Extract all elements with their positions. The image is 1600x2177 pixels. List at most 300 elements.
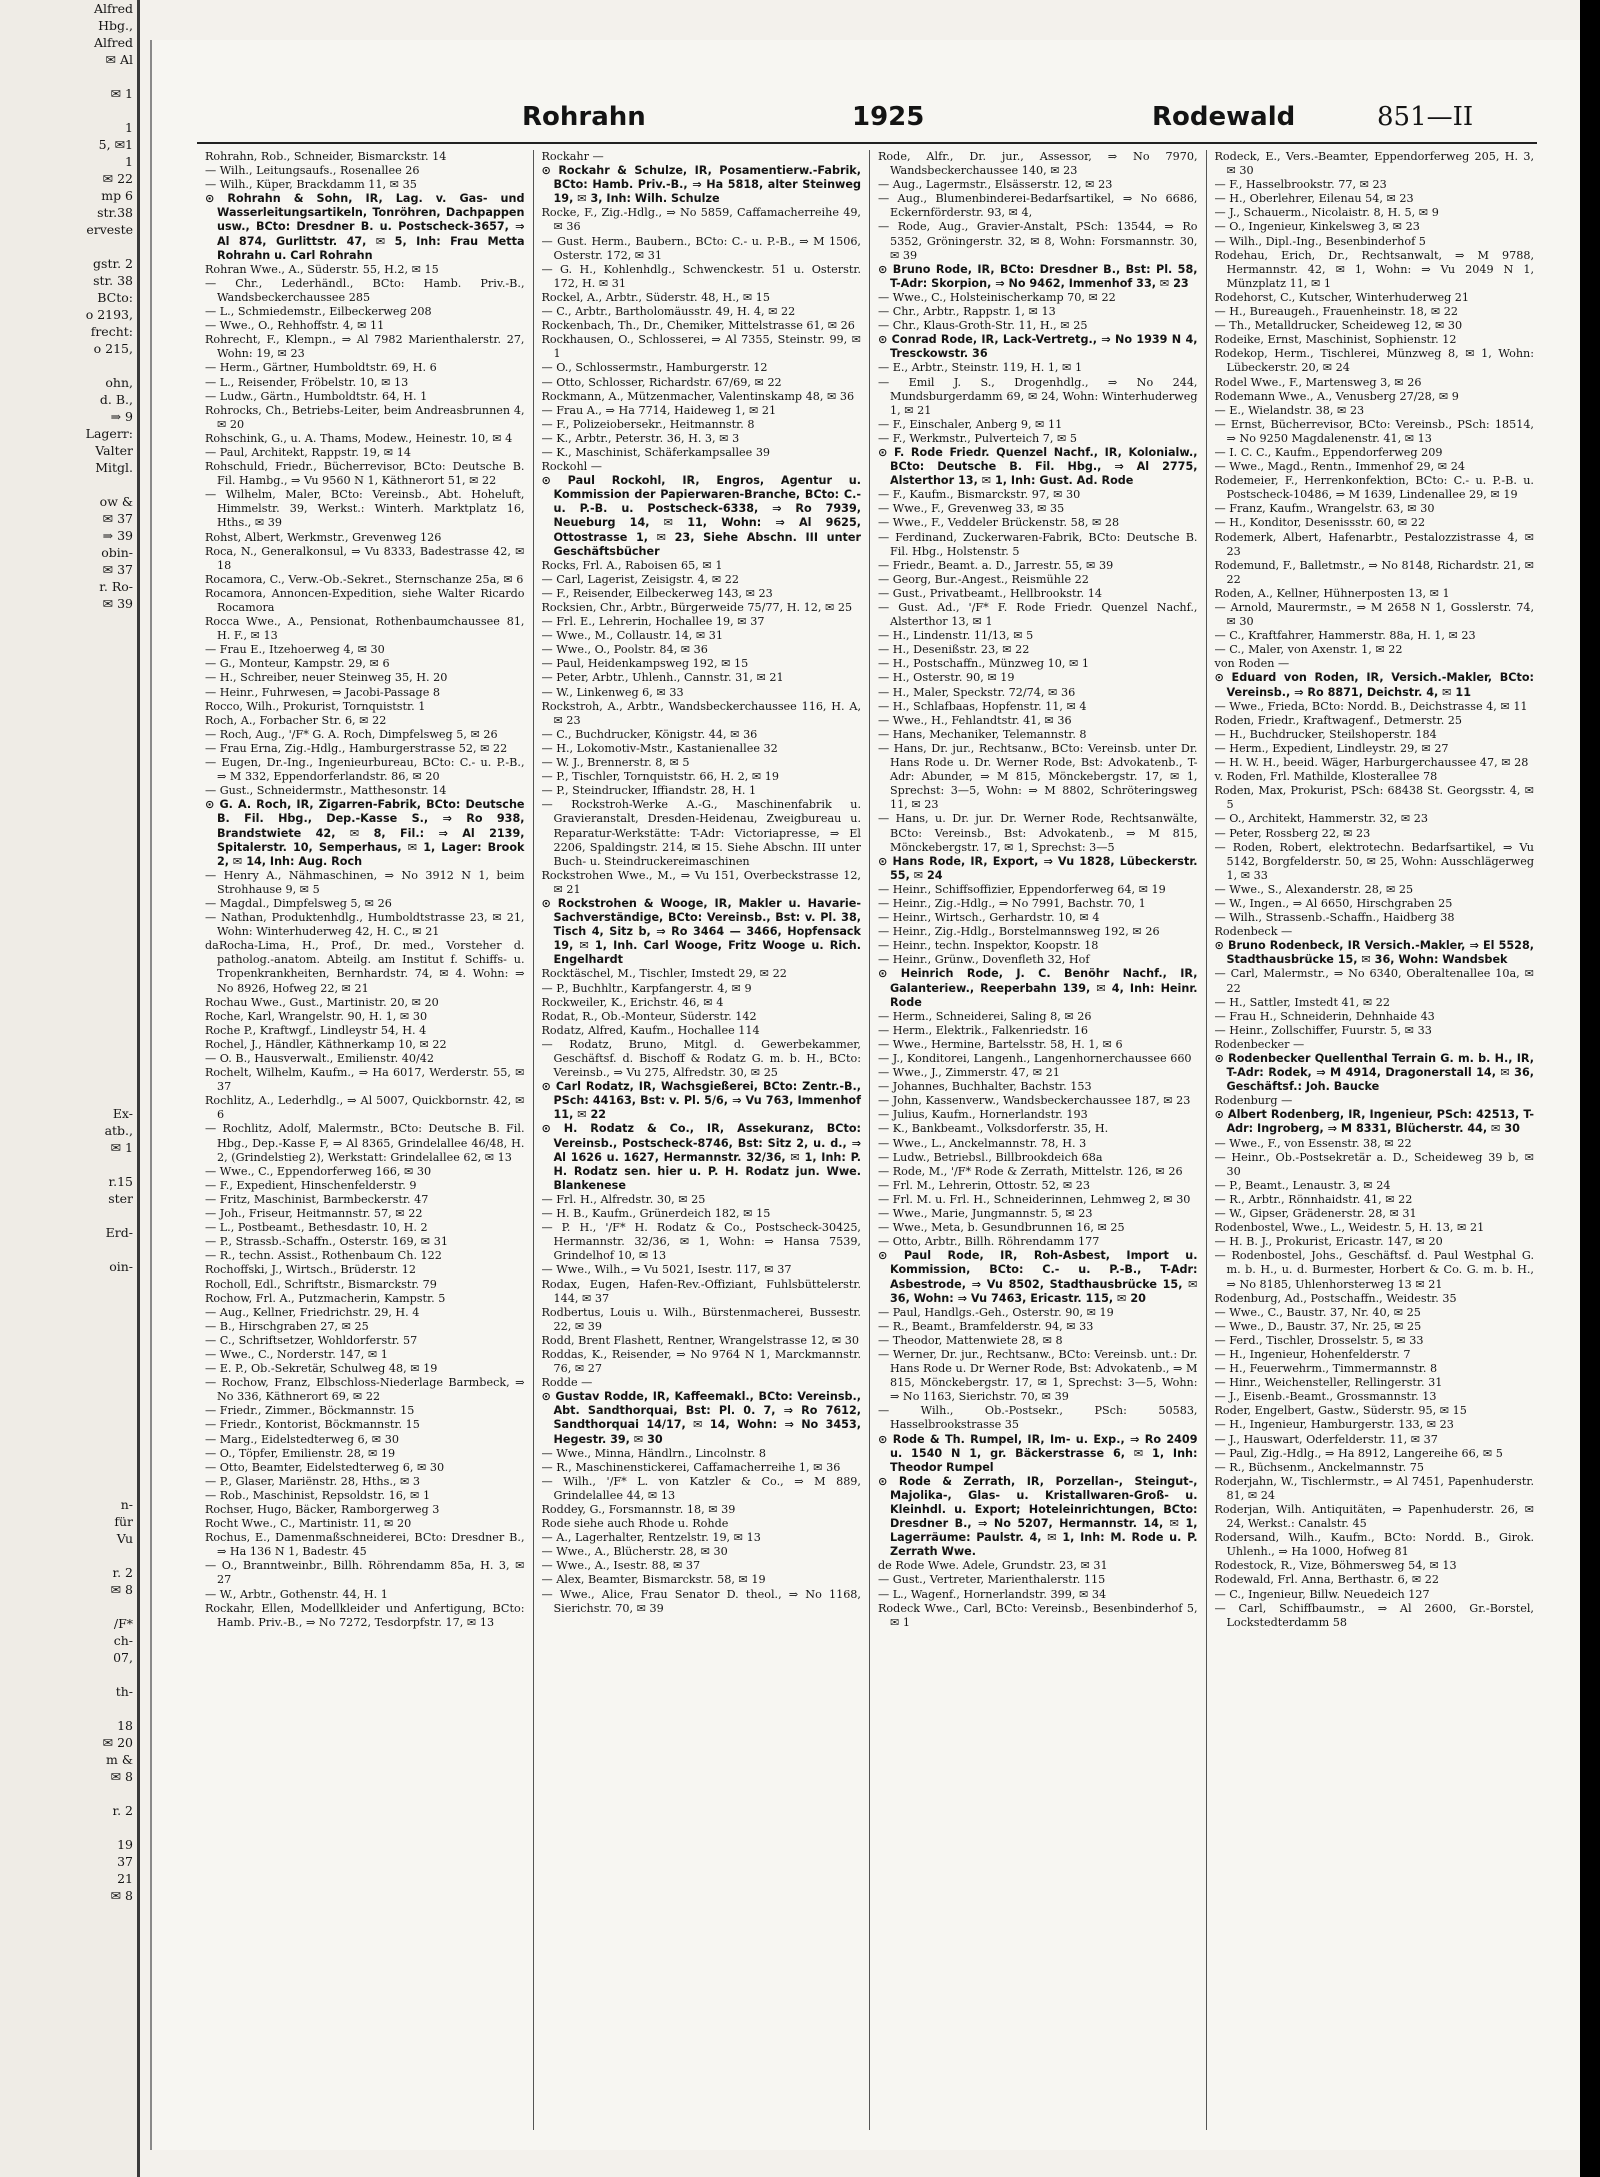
directory-entry: — H., Konditor, Desenissstr. 60, ✉ 22 [1214,516,1426,530]
directory-entry: Rockahr, Ellen, Modellkleider und Anfertigung, BCto: Hamb. Priv.-B., ⇒ No 7272, Tesdorpfstr. 17, ✉ 13 [205,1601,525,1629]
gutter-line [0,1241,137,1258]
directory-entry: — Carl, Malermstr., ⇒ No 6340, Oberaltenallee 10a, ✉ 22 [1214,967,1534,995]
directory-entry: — Magdal., Dimpfelsweg 5, ✉ 26 [205,896,392,910]
directory-entry: ⊙ Rode & Th. Rumpel, IR, Im- u. Exp., ⇒ Ro 2409 u. 1540 N 1, gr. Bäckerstrasse 6, ✉ 1, Inh: Theodor Rumpel [878,1432,1198,1474]
directory-entry: Rodatz, Alfred, Kaufm., Hochallee 114 [541,1023,760,1037]
directory-entry: Rohrahn, Rob., Schneider, Bismarckstr. 14 [205,150,447,163]
directory-entry: — Carl, Lagerist, Zeisigstr. 4, ✉ 22 [541,572,739,586]
directory-entry: — Emil J. S., Drogenhdlg., ⇒ No 244, Mundsburgerdamm 69, ✉ 24, Wohn: Winterhuderweg 1, ✉ 21 [878,375,1198,417]
gutter-line: ✉ 8 [110,1888,133,1903]
gutter-line [0,782,137,799]
directory-entry: — Aug., Blumenbinderei-Bedarfsartikel, ⇒ No 6686, Eckernförderstr. 93, ✉ 4, [878,192,1198,220]
directory-entry: Rodekop, Herm., Tischlerei, Münzweg 8, ✉ 1, Wohn: Lübeckerstr. 20, ✉ 24 [1214,347,1534,375]
directory-entry: Rockohl — [541,460,602,474]
directory-entry: ⊙ Rodenbecker Quellenthal Terrain G. m. b. H., IR, T-Adr: Rodek, ⇒ M 4914, Dragonerstall 14, ✉ 36, Geschäftsf.: Joh. Baucke [1214,1052,1534,1094]
directory-entry: Rohrecht, F., Klempn., ⇒ Al 7982 Marienthalerstr. 27, Wohn: 19, ✉ 23 [205,333,525,361]
directory-entry: Roderjan, Wilh. Antiquitäten, ⇒ Papenhuderstr. 26, ✉ 24, Werkst.: Canalstr. 45 [1214,1503,1534,1531]
gutter-line: 07, [113,1650,133,1665]
directory-entry: — Heinr., Zig.-Hdlg., Borstelmannsweg 192, ✉ 26 [878,925,1160,939]
directory-entry: — Wwe., A., Blücherstr. 28, ✉ 30 [541,1545,728,1559]
directory-entry: — W., Gipser, Grädenerstr. 28, ✉ 31 [1214,1207,1417,1221]
gutter-line [0,986,137,1003]
directory-entry: Rochus, E., Damenmaßschneiderei, BCto: Dresdner B., ⇒ Ha 136 N 1, Badestr. 45 [205,1531,525,1559]
column-3 [869,150,1206,2130]
directory-entry: — J., Eisenb.-Beamt., Grossmannstr. 13 [1214,1390,1437,1404]
directory-entry: — Wwe., Hermine, Bartelsstr. 58, H. 1, ✉ 6 [878,1037,1123,1051]
directory-entry: — Ludw., Gärtn., Humboldtstr. 64, H. 1 [205,389,428,403]
directory-entry: — Rodatz, Bruno, Mitgl. d. Gewerbekammer, Geschäftsf. d. Bischoff & Rodatz G. m. b. H., BCto: Vereinsb., ⇒ Vu 275, Alfredstr. 30, ✉ 25 [541,1037,861,1080]
gutter-line [0,1700,137,1717]
header-first-name: Rohrahn [522,102,646,132]
gutter-line: r. 2 [112,1565,133,1580]
directory-entry: ⊙ Rockstrohen & Wooge, IR, Makler u. Havarie-Sachverständige, BCto: Vereinsb., Bst: v. Pl. 38, Tisch 4, Sitz b, ⇒ Ro 3464 — 3466, Hopfensack 19, ✉ 1, Inh. Carl Wooge, Fritz Wooge u. Rich. Engelhardt [541,896,861,967]
directory-entry: ⊙ Bruno Rode, IR, BCto: Dresdner B., Bst: Pl. 58, T-Adr: Skorpion, ⇒ No 9462, Immenhof 33, ✉ 23 [878,262,1198,290]
directory-entry: Roder, Engelbert, Gastw., Süderstr. 95, ✉ 15 [1214,1404,1467,1418]
gutter-line [0,663,137,680]
directory-entry: — Wilh., Küper, Brackdamm 11, ✉ 35 [205,178,417,192]
directory-entry: — R., Arbtr., Rönnhaidstr. 41, ✉ 22 [1214,1192,1413,1206]
directory-entry: — A., Lagerhalter, Rentzelstr. 19, ✉ 13 [541,1531,761,1545]
directory-entry: Rodenburg — [1214,1094,1293,1108]
directory-entry: — Gust., Schneidermstr., Matthesonstr. 14 [205,784,447,798]
directory-entry: Rocamora, C., Verw.-Ob.-Sekret., Sternschanze 25a, ✉ 6 [205,572,524,586]
directory-entry: — R., Büchsenm., Anckelmannstr. 75 [1214,1460,1424,1474]
directory-entry: Rocksien, Chr., Arbtr., Bürgerweide 75/77, H. 12, ✉ 25 [541,601,853,614]
directory-entry: — B., Hirschgraben 27, ✉ 25 [205,1319,369,1333]
directory-entry: Rockel, A., Arbtr., Süderstr. 48, H., ✉ 15 [541,290,771,304]
directory-entry: — Rode, M., '/F* Rode & Zerrath, Mittelstr. 126, ✉ 26 [878,1164,1183,1178]
gutter-line [0,629,137,646]
directory-entry: — Wwe., Alice, Frau Senator D. theol., ⇒ No 1168, Sierichstr. 70, ✉ 39 [541,1587,861,1615]
directory-entry: — Otto, Schlosser, Richardstr. 67/69, ✉ 22 [541,375,782,389]
directory-entry: — Ferdinand, Zuckerwaren-Fabrik, BCto: Deutsche B. Fil. Hbg., Holstenstr. 5 [878,530,1198,558]
directory-entry: — Frau H., Schneiderin, Dehnhaide 43 [1214,1009,1435,1023]
directory-entry: — Johannes, Buchhalter, Bachstr. 153 [878,1080,1092,1094]
gutter-line [0,1598,137,1615]
gutter-line: r.15 [108,1174,133,1189]
directory-entry: Rodemund, F., Balletmstr., ⇒ No 8148, Richardstr. 21, ✉ 22 [1214,558,1534,586]
directory-entry: Rocks, Frl. A., Raboisen 65, ✉ 1 [541,558,723,572]
directory-entry: — H., Feuerwehrm., Timmermannstr. 8 [1214,1362,1438,1376]
directory-entry: v. Roden, Frl. Mathilde, Klosterallee 78 [1214,770,1438,784]
directory-entry: — Heinr., Ob.-Postsekretär a. D., Scheideweg 39 b, ✉ 30 [1214,1150,1534,1178]
directory-entry: — Rockstroh-Werke A.-G., Maschinenfabrik u. Gravieranstalt, Dresden-Heidenau, Zweigbureau u. Reparatur-Werkstätte: T-Adr: Victoriapresse, ⇒ El 2206, Spaldingstr. 214, ✉ 15. Siehe Abschn. III unter Buch- u. Steindruckereimaschinen [541,798,861,868]
directory-entry: Rodenburg, Ad., Postschaffn., Weidestr. 35 [1214,1291,1457,1305]
directory-entry: — E. P., Ob.-Sekretär, Schulweg 48, ✉ 19 [205,1362,438,1376]
directory-entry: ⊙ Rockahr & Schulze, IR, Posamentierw.-Fabrik, BCto: Hamb. Priv.-B., ⇒ Ha 5818, alter Steinweg 19, ✉ 3, Inh: Wilh. Schulze [541,164,861,206]
directory-entry: — C., Ingenieur, Billw. Neuedeich 127 [1214,1587,1430,1601]
directory-entry: Rodeck Wwe., Carl, BCto: Vereinsb., Besenbinderhof 5, ✉ 1 [878,1601,1198,1629]
directory-entry: Roddey, G., Forsmannstr. 18, ✉ 39 [541,1503,736,1516]
directory-entry: — Herm., Expedient, Lindleystr. 29, ✉ 27 [1214,741,1449,755]
directory-entry: — Wwe., O., Rehhoffstr. 4, ✉ 11 [205,319,385,333]
directory-entry: — O., Töpfer, Emilienstr. 28, ✉ 19 [205,1446,396,1460]
directory-entry: — R., techn. Assist., Rothenbaum Ch. 122 [205,1249,442,1263]
gutter-line: 21 [117,1871,133,1886]
directory-entry: ⊙ Bruno Rodenbeck, IR Versich.-Makler, ⇒ El 5528, Stadthausbrücke 15, ✉ 36, Wohn: Wandsbek [1214,939,1534,967]
directory-entry: — H., Lokomotiv-Mstr., Kastanienallee 32 [541,741,778,755]
gutter-line [0,952,137,969]
directory-entry: Rodeck, E., Vers.-Beamter, Eppendorferweg 205, H. 3, ✉ 30 [1214,150,1534,178]
gutter-line: ✉ 39 [102,596,133,611]
directory-entry: — F., Hasselbrookstr. 77, ✉ 23 [1214,178,1387,192]
gutter-line [0,935,137,952]
gutter-line [0,833,137,850]
directory-entry: — Paul, Zig.-Hdlg., ⇒ Ha 8912, Langereihe 66, ✉ 5 [1214,1446,1503,1460]
gutter-line: ✉ Al [105,52,133,67]
gutter-line: 5, ✉1 [98,137,133,152]
directory-entry: — H., Lindenstr. 11/13, ✉ 5 [878,629,1034,643]
directory-entry: — Chr., Lederhändl., BCto: Hamb. Priv.-B., Wandsbeckerchaussee 285 [205,276,525,304]
directory-entry: — Heinr., Wirtsch., Gerhardstr. 10, ✉ 4 [878,911,1100,925]
gutter-line: ✉ 37 [102,511,133,526]
gutter-line: ohn, [105,375,133,390]
column-4 [1206,150,1543,2130]
directory-entry: Roden, A., Kellner, Hühnerposten 13, ✉ 1 [1214,586,1450,600]
directory-entry: — R., Maschinenstickerei, Caffamacherreihe 1, ✉ 36 [541,1460,841,1474]
directory-entry: Rodenbecker — [1214,1037,1305,1051]
gutter-line [0,1054,137,1071]
gutter-line [0,238,137,255]
directory-entry: Rodemerk, Albert, Hafenarbtr., Pestalozzistrasse 4, ✉ 23 [1214,530,1534,558]
gutter-line: Alfred [93,1,133,16]
directory-entry: Rodehau, Erich, Dr., Rechtsanwalt, ⇒ M 9788, Hermannstr. 42, ✉ 1, Wohn: ⇒ Vu 2049 N 1, Münzplatz 11, ✉ 1 [1214,248,1534,290]
directory-entry: — Wilh., '/F* L. von Katzler & Co., ⇒ M 889, Grindelallee 44, ✉ 13 [541,1474,861,1502]
directory-entry: — Wwe., O., Poolstr. 84, ✉ 36 [541,643,708,657]
directory-entry: — Wwe., C., Eppendorferweg 166, ✉ 30 [205,1164,432,1178]
directory-entry: ⊙ G. A. Roch, IR, Zigarren-Fabrik, BCto: Deutsche B. Fil. Hbg., Dep.-Kasse S., ⇒ Ro 938, Brandstwiete 42, ✉ 8, Fil.: ⇒ Al 2139, Spitalerstr. 10, Semperhaus, ✉ 1, Lager: Brook 2, ✉ 14, Inh: Aug. Roch [205,798,525,868]
directory-entry: — P., Tischler, Tornquiststr. 66, H. 2, ✉ 19 [541,770,779,784]
directory-entry: Rochlitz, A., Lederhdlg., ⇒ Al 5007, Quickbornstr. 42, ✉ 6 [205,1094,525,1122]
entry-columns [197,150,1542,2130]
directory-entry: — F., Expedient, Hinschenfelderstr. 9 [205,1178,417,1192]
gutter-line [0,1904,137,1921]
directory-entry: — Wilh., Dipl.-Ing., Besenbinderhof 5 [1214,234,1426,248]
gutter-line: o 2193, [85,307,133,322]
directory-entry: Rocamora, Annoncen-Expedition, siehe Walter Ricardo Rocamora [205,586,525,614]
directory-entry: — Hans, Mechaniker, Telemannstr. 8 [878,727,1087,741]
directory-entry: — Heinr., Fuhrwesen, ⇒ Jacobi-Passage 8 [205,685,440,699]
directory-entry: — H., Maler, Speckstr. 72/74, ✉ 36 [878,685,1076,699]
directory-entry: Rochau Wwe., Gust., Martinistr. 20, ✉ 20 [205,995,439,1009]
directory-entry: — Wwe., J., Zimmerstr. 47, ✉ 21 [878,1066,1060,1080]
directory-entry: — Wwe., Minna, Händlrn., Lincolnstr. 8 [541,1446,767,1460]
directory-entry: Rodestock, R., Vize, Böhmersweg 54, ✉ 13 [1214,1559,1457,1573]
gutter-line: ✉ 20 [102,1735,133,1750]
gutter-line [0,1088,137,1105]
gutter-line [0,68,137,85]
gutter-line [0,1309,137,1326]
directory-entry: — Wwe., D., Baustr. 37, Nr. 25, ✉ 25 [1214,1319,1422,1333]
directory-entry: Rohschink, G., u. A. Thams, Modew., Heinestr. 10, ✉ 4 [205,431,513,445]
directory-entry: — Wwe., C., Norderstr. 147, ✉ 1 [205,1347,388,1361]
directory-entry: — Wwe., Wilh., ⇒ Vu 5021, Isestr. 117, ✉ 37 [541,1263,792,1277]
directory-entry: — Wilh., Leitungsaufs., Rosenallee 26 [205,164,420,178]
directory-entry: — Julius, Kaufm., Hornerlandstr. 193 [878,1108,1088,1122]
directory-entry: — Herm., Schneiderei, Saling 8, ✉ 26 [878,1009,1092,1023]
directory-entry: — Heinr., Zollschiffer, Fuurstr. 5, ✉ 33 [1214,1023,1432,1037]
gutter-line [0,918,137,935]
directory-entry: Rodewald, Frl. Anna, Berthastr. 6, ✉ 22 [1214,1573,1440,1587]
gutter-line [0,867,137,884]
gutter-line: o 215, [93,341,133,356]
gutter-line: Vu [116,1531,133,1546]
directory-entry: — K., Maschinist, Schäferkampsallee 39 [541,445,771,459]
directory-entry: — Frau E., Itzehoerweg 4, ✉ 30 [205,643,385,657]
directory-entry: ⊙ Rode & Zerrath, IR, Porzellan-, Steingut-, Majolika-, Glas- u. Kristallwaren-Groß- u. Kleinhdl. u. Export; Hoteleinrichtungen, BCto: Dresdner B., ⇒ No 5207, Hermannstr. 14, ✉ 1, Lagerräume: Paulstr. 4, ✉ 1, Inh: M. Rode u. P. Zerrath Wwe. [878,1474,1198,1559]
directory-entry: Roddas, K., Reisender, ⇒ No 9764 N 1, Marckmannstr. 76, ✉ 27 [541,1347,861,1376]
directory-entry: — P., Beamt., Lenaustr. 3, ✉ 24 [1214,1178,1391,1192]
directory-entry: Roden, Max, Prokurist, PSch: 68438 St. Georgsstr. 4, ✉ 5 [1214,784,1534,812]
directory-entry: Rohrocks, Ch., Betriebs-Leiter, beim Andreasbrunnen 4, ✉ 20 [205,403,525,431]
directory-entry: — C., Buchdrucker, Königstr. 44, ✉ 36 [541,727,758,741]
directory-entry: — Fritz, Maschinist, Barmbeckerstr. 47 [205,1192,429,1206]
directory-entry: — Wwe., A., Isestr. 88, ✉ 37 [541,1559,701,1573]
directory-entry: Rodd, Brent Flashett, Rentner, Wrangelstrasse 12, ✉ 30 [541,1333,860,1347]
gutter-line: obin- [101,545,133,560]
directory-entry: ⊙ Hans Rode, IR, Export, ⇒ Vu 1828, Lübeckerstr. 55, ✉ 24 [878,854,1198,882]
directory-entry: — C., Kraftfahrer, Hammerstr. 88a, H. 1, ✉ 23 [1214,629,1476,643]
gutter-line: ✉ 1 [110,1140,133,1155]
gutter-line: ⇒ 9 [110,409,133,424]
directory-entry: — Frl. M. u. Frl. H., Schneiderinnen, Lehmweg 2, ✉ 30 [878,1192,1191,1206]
directory-entry: — Wwe., C., Holsteinischerkamp 70, ✉ 22 [878,290,1116,304]
gutter-line [0,969,137,986]
directory-entry: — Joh., Friseur, Heitmannstr. 57, ✉ 22 [205,1207,423,1221]
directory-entry: — H. B. J., Prokurist, Ericastr. 147, ✉ 20 [1214,1235,1443,1249]
gutter-line: Mitgl. [95,460,133,475]
directory-entry: Rohst, Albert, Werkmstr., Grevenweg 126 [205,530,442,544]
directory-entry: — Heinr., Zig.-Hdlg., ⇒ No 7991, Bachstr. 70, 1 [878,896,1146,910]
directory-entry: — Ernst, Bücherrevisor, BCto: Vereinsb., PSch: 18514, ⇒ No 9250 Magdalenenstr. 41, ✉ 13 [1214,417,1534,445]
directory-entry: — Henry A., Nähmaschinen, ⇒ No 3912 N 1, beim Strohhause 9, ✉ 5 [205,868,525,896]
directory-entry: — Alex, Beamter, Bismarckstr. 58, ✉ 19 [541,1573,766,1587]
directory-entry: — Wilhelm, Maler, BCto: Vereinsb., Abt. Hoheluft, Himmelstr. 39, Werkst.: Winterh. Marktplatz 16, Hths., ✉ 39 [205,488,525,530]
directory-entry: — Hans, u. Dr. jur. Dr. Werner Rode, Rechtsanwälte, BCto: Vereinsb., Bst: Advokatenb., ⇒ M 815, Mönckebergstr. 17, ✉ 1, Sprechst: 3—5 [878,812,1198,854]
directory-entry: Rocco, Wilh., Prokurist, Tornquiststr. 1 [205,699,426,713]
directory-entry: — H., Schreiber, neuer Steinweg 35, H. 20 [205,671,448,685]
gutter-line: /F* [113,1616,133,1631]
directory-entry: — Wwe., L., Anckelmannstr. 78, H. 3 [878,1136,1087,1150]
directory-entry: — H., Buchdrucker, Steilshoperstr. 184 [1214,727,1437,741]
directory-entry: — H. W. H., beeid. Wäger, Harburgerchaussee 47, ✉ 28 [1214,756,1529,770]
gutter-line [0,1462,137,1479]
directory-page [150,40,1580,2150]
directory-entry: — Wilh., Strassenb.-Schaffn., Haidberg 38 [1214,911,1455,925]
gutter-line [0,1377,137,1394]
directory-entry: — C., Arbtr., Bartholomäusstr. 49, H. 4, ✉ 22 [541,305,796,319]
directory-entry: — Aug., Kellner, Friedrichstr. 29, H. 4 [205,1305,420,1319]
header-year: 1925 [852,102,925,132]
gutter-line: ow & [99,494,133,509]
directory-entry: — Gust., Vertreter, Marienthalerstr. 115 [878,1573,1106,1587]
gutter-line [0,680,137,697]
gutter-line: d. B., [99,392,133,407]
directory-entry: Rodde — [541,1376,593,1390]
directory-entry: Rochel, J., Händler, Käthnerkamp 10, ✉ 22 [205,1037,447,1051]
directory-entry: — L., Postbeamt., Bethesdastr. 10, H. 2 [205,1221,428,1235]
directory-entry: ⊙ Eduard von Roden, IR, Versich.-Makler, BCto: Vereinsb., ⇒ Ro 8871, Deichstr. 4, ✉ 11 [1214,671,1534,699]
directory-entry: — Wwe., Meta, b. Gesundbrunnen 16, ✉ 25 [878,1221,1125,1235]
directory-entry: — E., Arbtr., Steinstr. 119, H. 1, ✉ 1 [878,361,1083,375]
directory-entry: Roden, Friedr., Kraftwagenf., Detmerstr. 25 [1214,713,1463,727]
gutter-line [0,1071,137,1088]
directory-entry: — Herm., Gärtner, Humboldtstr. 69, H. 6 [205,361,437,375]
directory-entry: Rochow, Frl. A., Putzmacherin, Kampstr. 5 [205,1291,446,1305]
directory-entry: — Hans, Dr. jur., Rechtsanw., BCto: Vereinsb. unter Dr. Hans Rode u. Dr. Werner Rode, Bst: Advokatenb., T-Adr: Abunder, ⇒ M 815, Mönckebergstr. 17, ✉ 1, Sprechst: 3—5, Wohn: ⇒ M 8802, Schröteringsweg 11, ✉ 23 [878,741,1198,812]
directory-entry: — Friedr., Kontorist, Böckmannstr. 15 [205,1418,420,1432]
gutter-line [0,1921,137,1938]
gutter-line [0,1394,137,1411]
directory-entry: Rode siehe auch Rhode u. Rohde [541,1517,729,1531]
gutter-line: th- [115,1684,133,1699]
gutter-line [0,476,137,493]
directory-entry: Rodehorst, C., Kutscher, Winterhuderweg 21 [1214,290,1470,304]
directory-entry: — Roden, Robert, elektrotechn. Bedarfsartikel, ⇒ Vu 5142, Borgfelderstr. 50, ✉ 25, Wohn: Ausschlägerweg 1, ✉ 33 [1214,840,1534,882]
directory-entry: — Wwe., S., Alexanderstr. 28, ✉ 25 [1214,882,1414,896]
directory-entry: — Frau Erna, Zig.-Hdlg., Hamburgerstrasse 52, ✉ 22 [205,741,508,755]
directory-entry: — Rodenbostel, Johs., Geschäftsf. d. Paul Westphal G. m. b. H., u. d. Burmester, Horbert & Co. G. m. b. H., ⇒ No 8185, Uhlenhorsterweg 13 ✉ 21 [1214,1249,1534,1291]
column-1 [197,150,533,2130]
gutter-line: str.38 [97,205,133,220]
directory-entry: von Roden — [1214,657,1290,671]
directory-entry: Roca, N., Generalkonsul, ⇒ Vu 8333, Badestrasse 42, ✉ 18 [205,544,525,572]
directory-entry: Rocht Wwe., C., Martinistr. 11, ✉ 20 [205,1517,412,1531]
gutter-line [0,1360,137,1377]
directory-entry: — Heinr., Schiffsoffizier, Eppendorferweg 64, ✉ 19 [878,882,1166,896]
gutter-line [0,1020,137,1037]
directory-entry: — F., Einschaler, Anberg 9, ✉ 11 [878,417,1063,431]
directory-entry: — Chr., Klaus-Groth-Str. 11, H., ✉ 25 [878,319,1088,333]
directory-entry: — Heinr., Grünw., Dovenfleth 32, Hof [878,953,1090,967]
gutter-line [0,1343,137,1360]
gutter-line [0,1156,137,1173]
directory-entry: — G., Monteur, Kampstr. 29, ✉ 6 [205,657,390,671]
directory-entry: ⊙ Albert Rodenberg, IR, Ingenieur, PSch: 42513, T-Adr: Ingroberg, ⇒ M 8331, Blücherstr. 44, ✉ 30 [1214,1108,1534,1136]
gutter-line [0,102,137,119]
directory-entry: — Paul, Handlgs.-Geh., Osterstr. 90, ✉ 19 [878,1305,1114,1319]
gutter-line: 19 [117,1837,133,1852]
directory-entry: ⊙ Gustav Rodde, IR, Kaffeemakl., BCto: Vereinsb., Abt. Sandthorquai, Bst: Pl. 0. 7, ⇒ Ro 7612, Sandthorquai 14/17, ✉ 14, Wohn: ⇒ No 3453, Hegestr. 39, ✉ 30 [541,1390,861,1446]
gutter-line: ✉ 8 [110,1769,133,1784]
directory-entry: Rockweiler, K., Erichstr. 46, ✉ 4 [541,995,724,1009]
directory-entry: — Frau A., ⇒ Ha 7714, Haideweg 1, ✉ 21 [541,403,777,417]
directory-entry: — Gust., Privatbeamt., Hellbrookstr. 14 [878,586,1102,600]
directory-entry: — Theodor, Mattenwiete 28, ✉ 8 [878,1333,1063,1347]
directory-entry: — O., Ingenieur, Kinkelsweg 3, ✉ 23 [1214,220,1420,234]
gutter-line: ✉ 8 [110,1582,133,1597]
directory-entry: — Carl, Schiffbaumstr., ⇒ Al 2600, Gr.-Borstel, Lockstedterdamm 58 [1214,1601,1534,1629]
gutter-line [0,1819,137,1836]
gutter-line: Ex- [112,1106,133,1121]
page-header [152,102,1580,142]
directory-entry: — H., Oberlehrer, Eilenau 54, ✉ 23 [1214,192,1414,206]
gutter-line [0,714,137,731]
directory-entry: — Wwe., F., Veddeler Brückenstr. 58, ✉ 28 [878,516,1120,530]
directory-entry: — John, Kassenverw., Wandsbeckerchaussee 187, ✉ 23 [878,1094,1191,1108]
directory-entry: — Rode, Aug., Gravier-Anstalt, PSch: 13544, ⇒ Ro 5352, Gröningerstr. 32, ✉ 8, Wohn: Forsmannstr. 30, ✉ 39 [878,220,1198,262]
directory-entry: — Ferd., Tischler, Drosselstr. 5, ✉ 33 [1214,1333,1424,1347]
directory-entry: — W., Arbtr., Gothenstr. 44, H. 1 [205,1587,388,1601]
gutter-line: Hbg., [98,18,133,33]
directory-entry: — W., Ingen., ⇒ Al 6650, Hirschgraben 25 [1214,896,1453,910]
gutter-line [0,1292,137,1309]
directory-entry: — H. B., Kaufm., Grünerdeich 182, ✉ 15 [541,1207,771,1221]
gutter-line: erveste [86,222,133,237]
header-page-number: 851—II [1377,102,1474,132]
gutter-line: str. 38 [93,273,133,288]
directory-entry: — J., Hauswart, Oderfelderstr. 11, ✉ 37 [1214,1432,1438,1446]
directory-entry: daRocha-Lima, H., Prof., Dr. med., Vorsteher d. patholog.-anatom. Abteilg. am Institut f. Schiffs- u. Tropenkrankheiten, Bernhardstr. 74, ✉ 4. Wohn: ⇒ No 8926, Hofweg 22, ✉ 21 [205,939,525,995]
directory-entry: Rodat, R., Ob.-Monteur, Süderstr. 142 [541,1009,757,1023]
gutter-line: ch- [113,1633,133,1648]
directory-entry: — L., Schmiedemstr., Eilbeckerweg 208 [205,305,432,319]
directory-entry: — W. J., Brennerstr. 8, ✉ 5 [541,756,690,770]
directory-entry: Rodel Wwe., F., Martensweg 3, ✉ 26 [1214,375,1422,389]
directory-entry: — C., Schriftsetzer, Wohldorferstr. 57 [205,1333,418,1347]
directory-entry: — P., Buchhltr., Karpfangerstr. 4, ✉ 9 [541,981,752,995]
directory-entry: Rodenbeck — [1214,925,1293,939]
gutter-line [0,357,137,374]
directory-entry: — H., Desenißstr. 23, ✉ 22 [878,643,1030,657]
gutter-line [0,1428,137,1445]
gutter-line: 18 [117,1718,133,1733]
directory-entry: Rocholl, Edl., Schriftstr., Bismarckstr. 79 [205,1277,437,1291]
directory-entry: Rockmann, A., Mützenmacher, Valentinskamp 48, ✉ 36 [541,389,855,403]
directory-entry: — Arnold, Maurermstr., ⇒ M 2658 N 1, Gosslerstr. 74, ✉ 30 [1214,601,1534,629]
directory-entry: — Franz, Kaufm., Wrangelstr. 63, ✉ 30 [1214,502,1435,516]
directory-entry: — Werner, Dr. jur., Rechtsanw., BCto: Vereinsb. unt.: Dr. Hans Rode u. Dr Werner Rode, Bst: Advokatenb., ⇒ M 815, Mönckebergstr. 17, ✉ 1, Sprechst: 3—5, Wohn: ⇒ No 1163, Sierichstr. 70, ✉ 39 [878,1347,1198,1404]
gutter-line: n- [120,1497,133,1512]
directory-entry: — F., Polizeiobersekr., Heitmannstr. 8 [541,417,755,431]
directory-entry: Rodeike, Ernst, Maschinist, Sophienstr. 12 [1214,333,1457,347]
directory-entry: Rodenbostel, Wwe., L., Weidestr. 5, H. 13, ✉ 21 [1214,1221,1485,1235]
gutter-line: 1 [125,120,133,135]
directory-entry: Rode, Alfr., Dr. jur., Assessor, ⇒ No 7970, Wandsbeckerchaussee 140, ✉ 23 [878,150,1198,178]
directory-entry: — Frl. H., Alfredstr. 30, ✉ 25 [541,1192,706,1206]
directory-entry: — Wwe., C., Baustr. 37, Nr. 40, ✉ 25 [1214,1305,1421,1319]
directory-entry: Rocke, F., Zig.-Hdlg., ⇒ No 5859, Caffamacherreihe 49, ✉ 36 [541,206,861,234]
gutter-line [0,799,137,816]
directory-entry: — I. C. C., Kaufm., Eppendorferweg 209 [1214,445,1443,459]
gutter-line: r. Ro- [99,579,133,594]
directory-entry: — Chr., Arbtr., Rappstr. 1, ✉ 13 [878,305,1056,319]
directory-entry: ⊙ Conrad Rode, IR, Lack-Vertretg., ⇒ No 1939 N 4, Tresckowstr. 36 [878,333,1198,361]
directory-entry: — K., Bankbeamt., Volksdorferstr. 35, H. [878,1122,1109,1136]
directory-entry: — P. H., '/F* H. Rodatz & Co., Postscheck-30425, Hermannstr. 32/36, ✉ 1, Wohn: ⇒ Hansa 7539, Grindelhof 10, ✉ 13 [541,1221,861,1263]
gutter-line: für [114,1514,133,1529]
gutter-line [0,816,137,833]
directory-entry: Rockenbach, Th., Dr., Chemiker, Mittelstrasse 61, ✉ 26 [541,319,855,333]
directory-entry: Rodax, Eugen, Hafen-Rev.-Offiziant, Fuhlsbüttelerstr. 144, ✉ 37 [541,1277,861,1305]
gutter-line: gstr. 2 [93,256,133,271]
directory-entry: — L., Reisender, Fröbelstr. 10, ✉ 13 [205,375,409,389]
gutter-line [0,1326,137,1343]
directory-entry: Rockstrohen Wwe., M., ⇒ Vu 151, Overbeckstrasse 12, ✉ 21 [541,868,861,896]
directory-entry: — Paul, Architekt, Rappstr. 19, ✉ 14 [205,445,411,459]
directory-entry: — Frl. M., Lehrerin, Ottostr. 52, ✉ 23 [878,1178,1091,1192]
header-rule [197,142,1537,144]
gutter-line [0,1479,137,1496]
directory-entry: — O., Architekt, Hammerstr. 32, ✉ 23 [1214,812,1428,826]
directory-entry: — O., Schlossermstr., Hamburgerstr. 12 [541,361,768,375]
gutter-line: ster [108,1191,133,1206]
directory-entry: — Th., Metalldrucker, Scheideweg 12, ✉ 30 [1214,319,1463,333]
directory-entry: ⊙ Carl Rodatz, IR, Wachsgießerei, BCto: Zentr.-B., PSch: 44163, Bst: v. Pl. 5/6, ⇒ Vu 763, Immenhof 11, ✉ 22 [541,1080,861,1122]
gutter-line: ⇒ 39 [102,528,133,543]
gutter-line: ✉ 37 [102,562,133,577]
directory-entry: — H., Ingenieur, Hohenfelderstr. 7 [1214,1347,1411,1361]
